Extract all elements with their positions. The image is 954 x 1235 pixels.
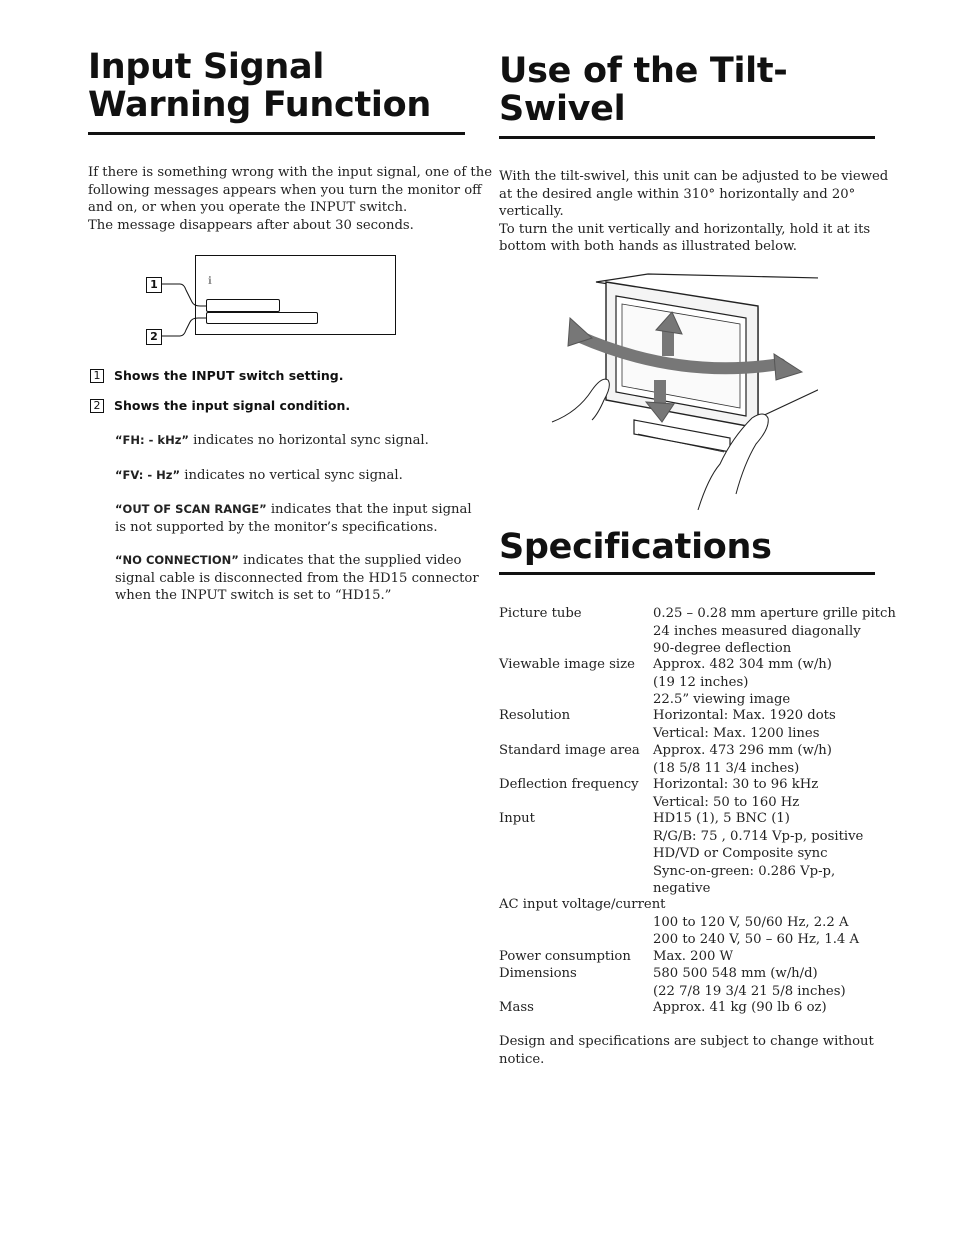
spec-value: Vertical: 50 to 160 Hz (653, 794, 800, 810)
spec-label: Resolution (499, 708, 571, 723)
intro-line: and on, or when you operate the INPUT switch. (88, 200, 408, 215)
spec-value: Approx. 473 296 mm (w/h) (653, 743, 832, 758)
intro-line: The message disappears after about 30 seconds. (88, 217, 414, 233)
tilt-line: To turn the unit vertically and horizontally, hold it at its (499, 221, 871, 237)
spec-value: Vertical: Max. 1200 lines (653, 725, 820, 741)
spec-value: 0.25 – 0.28 mm aperture grille pitch (653, 606, 896, 621)
spec-value: 100 to 120 V, 50/60 Hz, 2.2 A (653, 914, 849, 930)
spec-value: Horizontal: 30 to 96 kHz (653, 777, 819, 792)
message-text: when the INPUT switch is set to “HD15.” (115, 588, 392, 603)
spec-value: Max. 200 W (653, 949, 734, 964)
input-setting-bar (206, 299, 280, 312)
item-number: 1 (90, 369, 104, 383)
callout-2: 2 (146, 329, 162, 345)
title-rule (88, 132, 465, 135)
spec-value: 580 500 548 mm (w/h/d) (653, 966, 818, 981)
message-term: “FH: - kHz” (115, 433, 189, 447)
note-line: Design and specifications are subject to change without (499, 1034, 874, 1049)
message-fh (115, 432, 429, 450)
spec-value: Sync-on-green: 0.286 Vp-p, (653, 863, 836, 879)
callout-leader-lines (160, 280, 210, 340)
spec-value: R/G/B: 75 , 0.714 Vp-p, positive (653, 828, 864, 844)
title-line-2: Warning Function (88, 85, 431, 125)
spec-note (499, 1033, 874, 1068)
title-rule (499, 572, 875, 575)
spec-value: (22 7/8 19 3/4 21 5/8 inches) (653, 983, 846, 999)
message-term: “OUT OF SCAN RANGE” (115, 502, 267, 516)
tilt-line: bottom with both hands as illustrated below. (499, 239, 797, 254)
spec-value: Approx. 482 304 mm (w/h) (653, 657, 832, 672)
spec-label: Dimensions (499, 966, 577, 981)
intro-line: following messages appears when you turn the monitor off (88, 182, 482, 198)
input-signal-title (88, 48, 431, 124)
spec-value: 200 to 240 V, 50 – 60 Hz, 1.4 A (653, 932, 860, 947)
spec-value: HD/VD or Composite sync (653, 846, 828, 861)
spec-value: (19 12 inches) (653, 674, 749, 690)
spec-label: Viewable image size (499, 657, 635, 672)
spec-value: negative (653, 881, 711, 896)
info-icon: i (208, 276, 212, 287)
tilt-line: at the desired angle within 310° horizontally and 20° (499, 186, 856, 202)
spec-value: 90-degree deflection (653, 641, 792, 656)
message-fv (115, 467, 403, 485)
spec-value: Approx. 41 kg (90 lb 6 oz) (653, 1000, 827, 1015)
note-line: notice. (499, 1051, 545, 1067)
tilt-swivel-title (499, 52, 788, 128)
spec-label: Input (499, 811, 535, 826)
tilt-paragraph (499, 168, 888, 256)
spec-value (653, 896, 859, 914)
specifications-title (499, 528, 772, 566)
message-term: “FV: - Hz” (115, 468, 181, 482)
message-text: signal cable is disconnected from the HD15 connector (115, 570, 479, 586)
spec-value: Horizontal: Max. 1920 dots (653, 708, 836, 723)
spec-label: AC input voltage/current (499, 897, 666, 912)
message-no-connection (115, 552, 479, 605)
item-text: Shows the INPUT switch setting. (114, 368, 344, 383)
message-term: “NO CONNECTION” (115, 553, 239, 567)
item-number: 2 (90, 399, 104, 413)
title-line: Specifications (499, 527, 772, 567)
monitor-tilt-swivel-illustration (548, 268, 818, 510)
title-line-1: Use of the Tilt- (499, 51, 788, 91)
spec-value: (18 5/8 11 3/4 inches) (653, 760, 800, 776)
spec-value: HD15 (1), 5 BNC (1) (653, 811, 790, 826)
spec-value: 24 inches measured diagonally (653, 623, 861, 639)
title-rule (499, 136, 875, 139)
intro-paragraph (88, 164, 492, 234)
tilt-line: With the tilt-swivel, this unit can be adjusted to be viewed (499, 169, 889, 184)
spec-value: 22.5” viewing image (653, 692, 791, 707)
spec-label: Mass (499, 1000, 534, 1015)
message-text: indicates no horizontal sync signal. (188, 433, 429, 448)
title-line-2: Swivel (499, 89, 626, 129)
tilt-line: vertically. (499, 204, 564, 219)
spec-label: Power consumption (499, 949, 631, 964)
message-text: indicates that the input signal (266, 502, 472, 517)
spec-label: Standard image area (499, 743, 640, 758)
spec-label: Picture tube (499, 606, 582, 621)
message-text: indicates that the supplied video (238, 553, 462, 568)
message-text: indicates no vertical sync signal. (180, 468, 403, 483)
spec-label: Deflection frequency (499, 777, 639, 792)
intro-line: If there is something wrong with the input signal, one of the (88, 165, 493, 180)
item-text: Shows the input signal condition. (114, 398, 351, 413)
message-out-of-scan (115, 501, 472, 536)
title-line-1: Input Signal (88, 47, 325, 87)
callout-1: 1 (146, 277, 162, 293)
message-text: is not supported by the monitor’s specifications. (115, 519, 438, 535)
signal-condition-bar (206, 312, 318, 324)
